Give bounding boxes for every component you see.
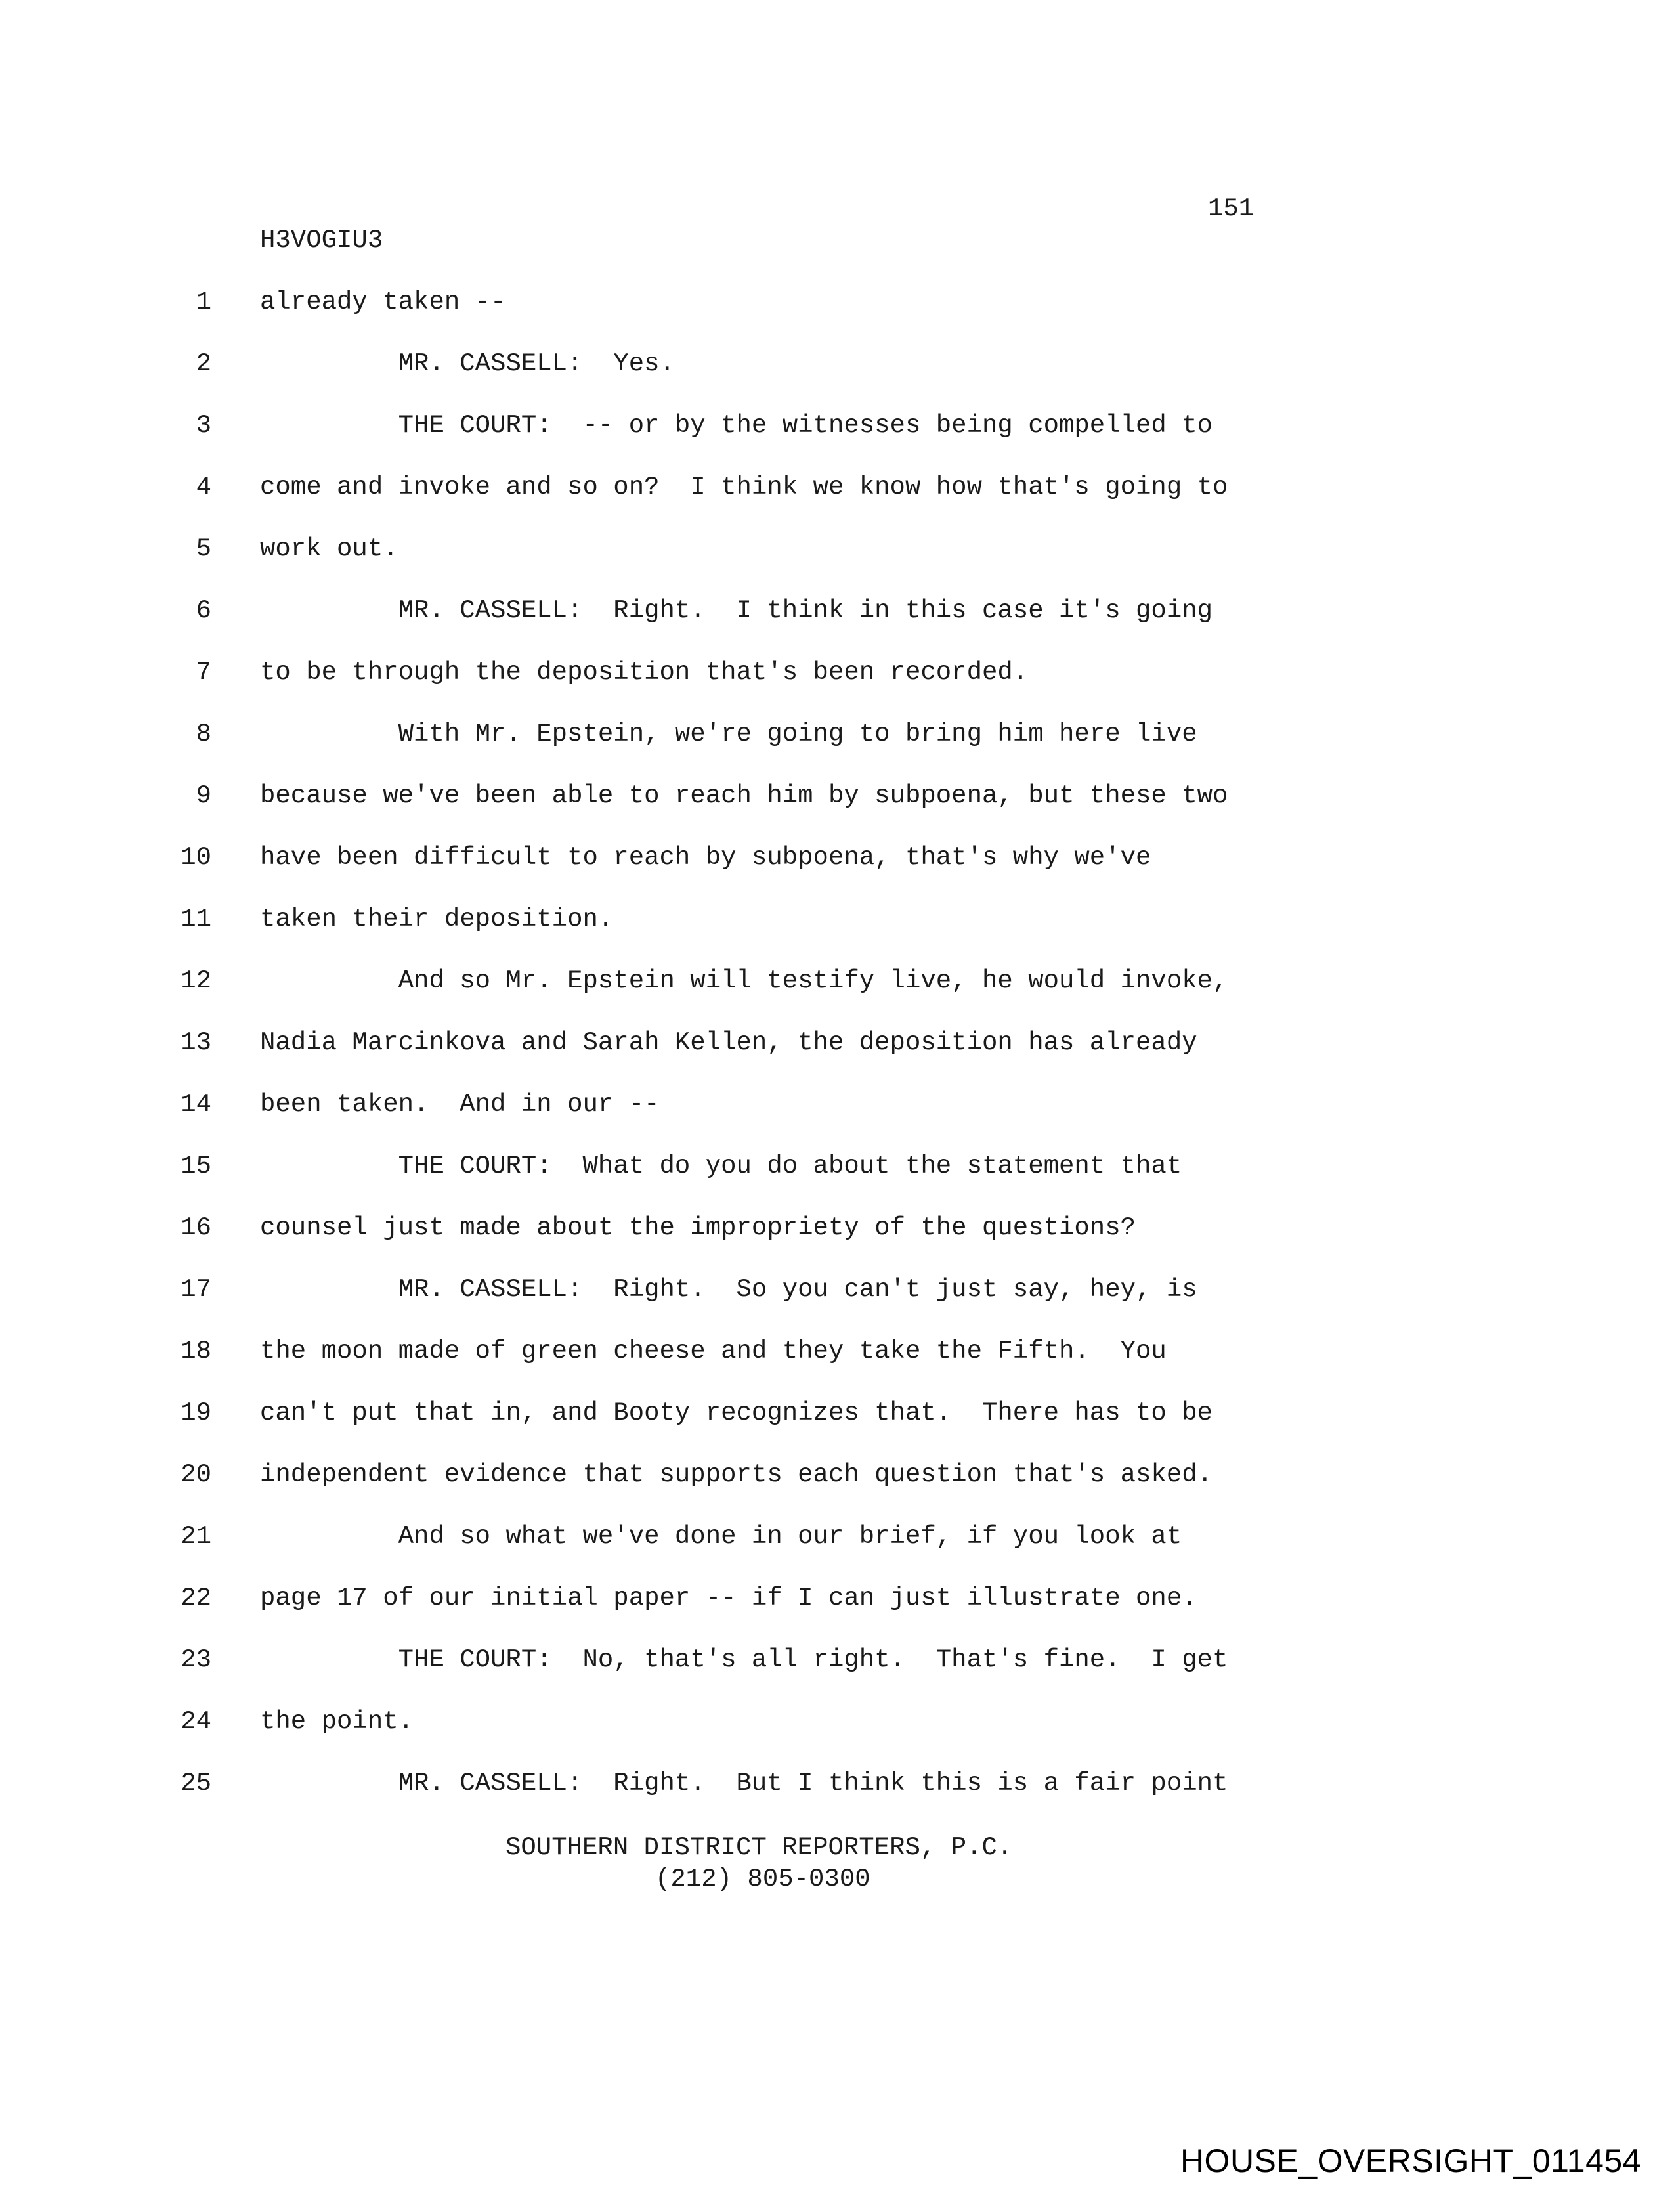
line-text: Nadia Marcinkova and Sarah Kellen, the deposition has already xyxy=(260,1028,1197,1057)
transcript-line xyxy=(0,288,1674,349)
line-number: 14 xyxy=(181,1090,211,1119)
line-number: 17 xyxy=(181,1275,211,1304)
line-text: the moon made of green cheese and they take the Fifth. You xyxy=(260,1337,1167,1366)
line-text: And so Mr. Epstein will testify live, he would invoke, xyxy=(260,966,1228,995)
line-text: taken their deposition. xyxy=(260,905,614,934)
line-number: 6 xyxy=(196,596,211,625)
transcript-line xyxy=(0,1707,1674,1769)
line-text: page 17 of our initial paper -- if I can just illustrate one. xyxy=(260,1584,1197,1613)
line-number: 23 xyxy=(181,1645,211,1674)
line-number: 2 xyxy=(196,349,211,378)
line-text: independent evidence that supports each question that's asked. xyxy=(260,1460,1213,1489)
line-text: MR. CASSELL: Right. So you can't just say, hey, is xyxy=(260,1275,1197,1304)
line-text: MR. CASSELL: Yes. xyxy=(260,349,675,378)
line-number: 4 xyxy=(196,473,211,502)
line-number: 22 xyxy=(181,1584,211,1613)
transcript-line xyxy=(0,1584,1674,1645)
transcript-line xyxy=(0,349,1674,411)
line-number: 10 xyxy=(181,843,211,872)
transcript-line xyxy=(0,1337,1674,1399)
transcript-line xyxy=(0,1460,1674,1522)
line-text: been taken. And in our -- xyxy=(260,1090,660,1119)
line-number: 1 xyxy=(196,288,211,316)
transcript-line xyxy=(0,1213,1674,1275)
line-number: 24 xyxy=(181,1707,211,1736)
transcript-line xyxy=(0,966,1674,1028)
transcript-line xyxy=(0,1399,1674,1460)
line-number: 8 xyxy=(196,720,211,748)
line-text: have been difficult to reach by subpoena, that's why we've xyxy=(260,843,1151,872)
reporter-company: SOUTHERN DISTRICT REPORTERS, P.C. xyxy=(505,1833,1013,1862)
transcript-line xyxy=(0,1769,1674,1831)
transcript-line xyxy=(0,473,1674,534)
line-number: 13 xyxy=(181,1028,211,1057)
transcript-line xyxy=(0,781,1674,843)
line-text: THE COURT: What do you do about the statement that xyxy=(260,1152,1182,1181)
transcript-line xyxy=(0,1645,1674,1707)
line-text: the point. xyxy=(260,1707,414,1736)
line-text: With Mr. Epstein, we're going to bring him here live xyxy=(260,720,1197,748)
transcript-line xyxy=(0,1152,1674,1213)
line-text: already taken -- xyxy=(260,288,506,316)
line-number: 5 xyxy=(196,534,211,563)
case-code: H3VOGIU3 xyxy=(260,226,383,255)
line-text: THE COURT: No, that's all right. That's fine. I get xyxy=(260,1645,1228,1674)
transcript-line xyxy=(0,720,1674,781)
page-number: 151 xyxy=(1208,194,1255,223)
transcript-body xyxy=(0,288,1674,1831)
transcript-line xyxy=(0,1028,1674,1090)
transcript-line xyxy=(0,411,1674,473)
line-text: come and invoke and so on? I think we know how that's going to xyxy=(260,473,1228,502)
line-text: to be through the deposition that's been recorded. xyxy=(260,658,1029,687)
line-number: 20 xyxy=(181,1460,211,1489)
line-number: 21 xyxy=(181,1522,211,1551)
line-number: 19 xyxy=(181,1399,211,1427)
line-number: 15 xyxy=(181,1152,211,1181)
line-number: 25 xyxy=(181,1769,211,1798)
line-number: 16 xyxy=(181,1213,211,1242)
line-number: 3 xyxy=(196,411,211,440)
line-number: 12 xyxy=(181,966,211,995)
reporter-phone: (212) 805-0300 xyxy=(655,1865,870,1894)
transcript-line xyxy=(0,596,1674,658)
transcript-line xyxy=(0,1090,1674,1152)
line-number: 18 xyxy=(181,1337,211,1366)
transcript-line xyxy=(0,1275,1674,1337)
transcript-line xyxy=(0,905,1674,966)
transcript-line xyxy=(0,534,1674,596)
transcript-line xyxy=(0,843,1674,905)
line-text: MR. CASSELL: Right. But I think this is a fair point xyxy=(260,1769,1228,1798)
line-text: because we've been able to reach him by subpoena, but these two xyxy=(260,781,1228,810)
line-number: 7 xyxy=(196,658,211,687)
line-text: can't put that in, and Booty recognizes that. There has to be xyxy=(260,1399,1213,1427)
line-text: counsel just made about the impropriety of the questions? xyxy=(260,1213,1136,1242)
line-text: And so what we've done in our brief, if you look at xyxy=(260,1522,1182,1551)
bates-number: HOUSE_OVERSIGHT_011454 xyxy=(1180,2142,1641,2179)
line-text: work out. xyxy=(260,534,398,563)
transcript-line xyxy=(0,658,1674,720)
line-number: 9 xyxy=(196,781,211,810)
line-text: THE COURT: -- or by the witnesses being compelled to xyxy=(260,411,1213,440)
transcript-line xyxy=(0,1522,1674,1584)
line-number: 11 xyxy=(181,905,211,934)
line-text: MR. CASSELL: Right. I think in this case it's going xyxy=(260,596,1213,625)
